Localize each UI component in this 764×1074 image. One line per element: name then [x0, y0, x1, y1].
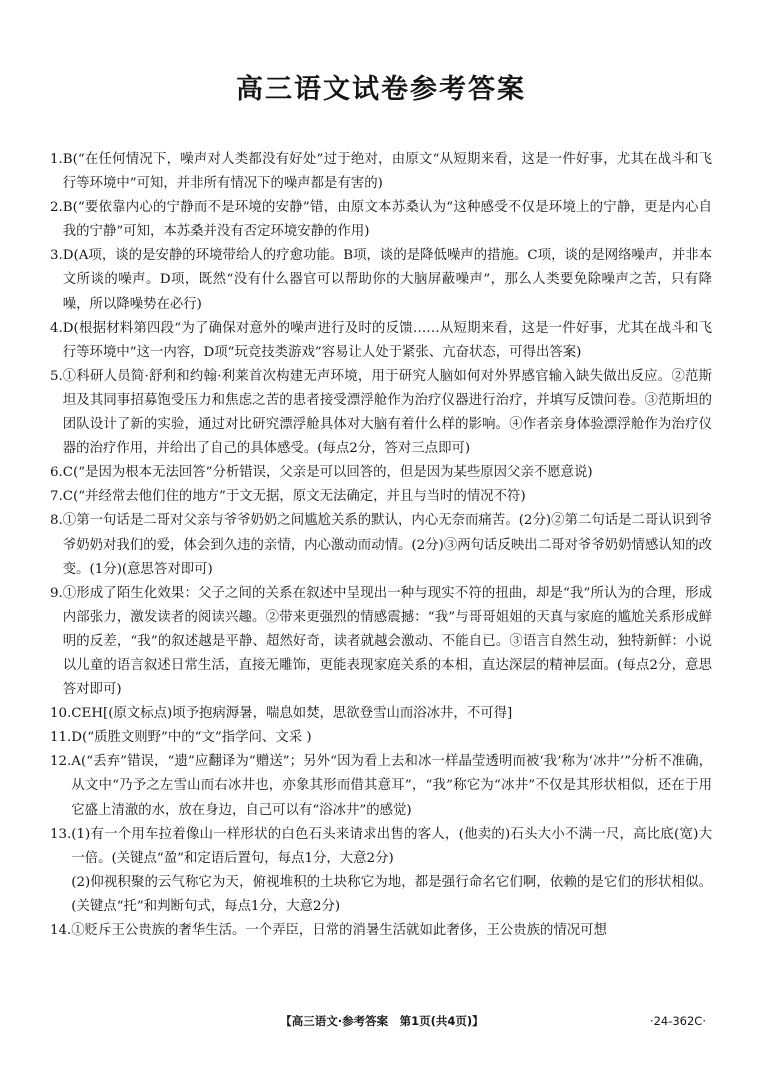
answer-item	[50, 750, 712, 822]
answer-item	[50, 365, 712, 461]
answer-body	[63, 509, 712, 581]
answer-text: ①科研人员简·舒利和约翰·利莱首次构建无声环境，用于研究人脑如何对外界感官输入缺失做出反应。②范斯坦及其同事招募饱受压力和焦虑之苦的患者接受漂浮舱作为治疗仪器进行治疗，并填写反馈问卷。③范斯坦的团队设计了新的实验，通过对比研究漂浮舱具体对大脑有着什么样的影响。④作者亲身体验漂浮舱作为治疗仪器的治疗作用，并给出了自己的具体感受。(每点2分，答对三点即可)	[62, 368, 712, 457]
answer-text: D(根据材料第四段“为了确保对意外的噪声进行及时的反馈……从短期来看，这是一件好事，尤其在战斗和飞行等环境中”这一内容，D项“玩竞技类游戏”容易让人处于紧张、亢奋状态，可得出答案)	[62, 320, 712, 360]
answer-text: ①贬斥王公贵族的奢华生活。一个弄臣，日常的消暑生活就如此奢侈，王公贵族的情况可想	[71, 923, 607, 938]
answer-item	[50, 919, 712, 943]
answer-number: 11.	[50, 730, 72, 746]
answer-item	[50, 148, 712, 196]
answer-number: 8.	[50, 513, 63, 529]
answer-body	[71, 823, 712, 919]
answer-number: 14.	[50, 923, 72, 938]
answer-body	[71, 702, 712, 726]
answer-text: ①形成了陌生化效果：父子之间的关系在叙述中呈现出一种与现实不符的扭曲，却是“我”所认为的合理，形成内部张力，激发读者的阅读兴趣。②带来更强烈的情感震撼：“我”与哥哥姐姐的天真与家庭的尴尬关系形成鲜明的反差，“我”的叙述越是平静、超然好奇，读者就越会激动、不能自已。③语言自然生动，独特新鲜：小说以儿童的语言叙述日常生活，直接无雕饰，更能表现家庭关系的本相，直达深层的精神层面。(每点2分，意思答对即可)	[62, 585, 712, 698]
answer-body	[63, 317, 712, 365]
answer-item	[50, 702, 712, 726]
footer-paper-code: ·24-362C·	[649, 1014, 706, 1028]
answer-text: (2)仰视积聚的云气称它为天，俯视堆积的土块称它为地，都是强行命名它们啊，依赖的是它们的形状相似。(关键点“托”和判断句式，每点1分，大意2分)	[71, 874, 712, 914]
answer-text: B(“要依靠内心的宁静而不是环境的安静”错，由原文本苏桑认为“这种感受不仅是环境上的宁静，更是内心自我的宁静”可知，本苏桑并没有否定环境安静的作用)	[62, 200, 712, 240]
answer-item	[50, 485, 712, 509]
answer-number: 7.	[50, 489, 63, 505]
answer-number: 2.	[50, 200, 63, 216]
page-title: 高三语文试卷参考答案	[236, 74, 526, 105]
answer-text: C(“是因为根本无法回答”分析错误，父亲是可以回答的，但是因为某些原因父亲不愿意说)	[62, 465, 593, 481]
answer-text: A(“丢弃”错误，“遗”应翻译为“赠送”；另外“因为看上去和冰一样晶莹透明而被‘我’称为‘冰井’”分析不准确，从文中“乃予之左雪山而右冰井也，亦象其形而借其意耳”，“我”称它为“冰井”不仅是其形状相似，还在于用它盛上清澈的水，放在身边，自己可以有“浴冰井”的感觉)	[71, 754, 712, 818]
answer-text: D(“质胜文则野”中的“文”指学问、文采 )	[71, 730, 312, 746]
answer-number: 4.	[50, 320, 63, 336]
answer-item	[50, 582, 712, 702]
answer-number: 3.	[50, 248, 63, 264]
footer-page-info: 【高三语文·参考答案 第1页(共4页)】	[280, 1014, 484, 1028]
answer-number: 5.	[50, 368, 63, 384]
answer-item	[50, 726, 712, 750]
answer-item	[50, 196, 712, 244]
answer-number: 10.	[50, 706, 72, 722]
answer-text: ①第一句话是二哥对父亲与爷爷奶奶之间尴尬关系的默认，内心无奈而痛苦。(2分)②第二句话是二哥认识到爷爷奶奶对我们的爱，体会到久违的亲情，内心激动而动情。(2分)③两句话反映出二哥对爷爷奶奶情感认知的改变。(1分)(意思答对即可)	[62, 513, 712, 577]
answer-number: 12.	[50, 754, 72, 770]
answer-number: 13.	[50, 826, 72, 842]
answer-body	[63, 582, 712, 702]
answer-body	[63, 244, 712, 316]
answer-body	[63, 148, 712, 196]
answer-text: C(“并经常去他们住的地方”于文无据，原文无法确定，并且与当时的情况不符)	[62, 489, 526, 505]
answer-item	[50, 823, 712, 919]
answer-body	[71, 726, 712, 750]
answer-number: 1.	[50, 152, 63, 167]
answer-body	[71, 919, 712, 943]
answer-list	[50, 148, 712, 943]
answer-body	[63, 485, 712, 509]
answer-text: D(A项，谈的是安静的环境带给人的疗愈功能。B项，谈的是降低噪声的措施。C项，谈的是网络噪声，并非本文所谈的噪声。D项，既然“没有什么器官可以帮助你的大脑屏蔽噪声”，那么人类要免除噪声之苦，只有降噪，所以降噪势在必行)	[62, 248, 712, 312]
answer-item	[50, 244, 712, 316]
answer-number: 9.	[50, 585, 63, 601]
answer-body	[63, 461, 712, 485]
answer-text: CEH[(原文标点)顷予抱病溽暑，喘息如焚，思欲登雪山而浴冰井，不可得]	[71, 706, 513, 722]
answer-text: B(“在任何情况下，噪声对人类都没有好处”过于绝对，由原文“从短期来看，这是一件好事，尤其在战斗和飞行等环境中”可知，并非所有情况下的噪声都是有害的)	[62, 152, 712, 192]
answer-item	[50, 461, 712, 485]
answer-body	[63, 196, 712, 244]
answer-number: 6.	[50, 465, 63, 481]
answer-body	[71, 750, 712, 822]
answer-item	[50, 317, 712, 365]
answer-item	[50, 509, 712, 581]
answer-body	[63, 365, 712, 461]
answer-text: (1)有一个用车拉着像山一样形状的白色石头来请求出售的客人，(他卖的)石头大小不满一尺，高比底(宽)大一倍。(关键点“盈”和定语后置句，每点1分，大意2分)	[71, 826, 712, 866]
